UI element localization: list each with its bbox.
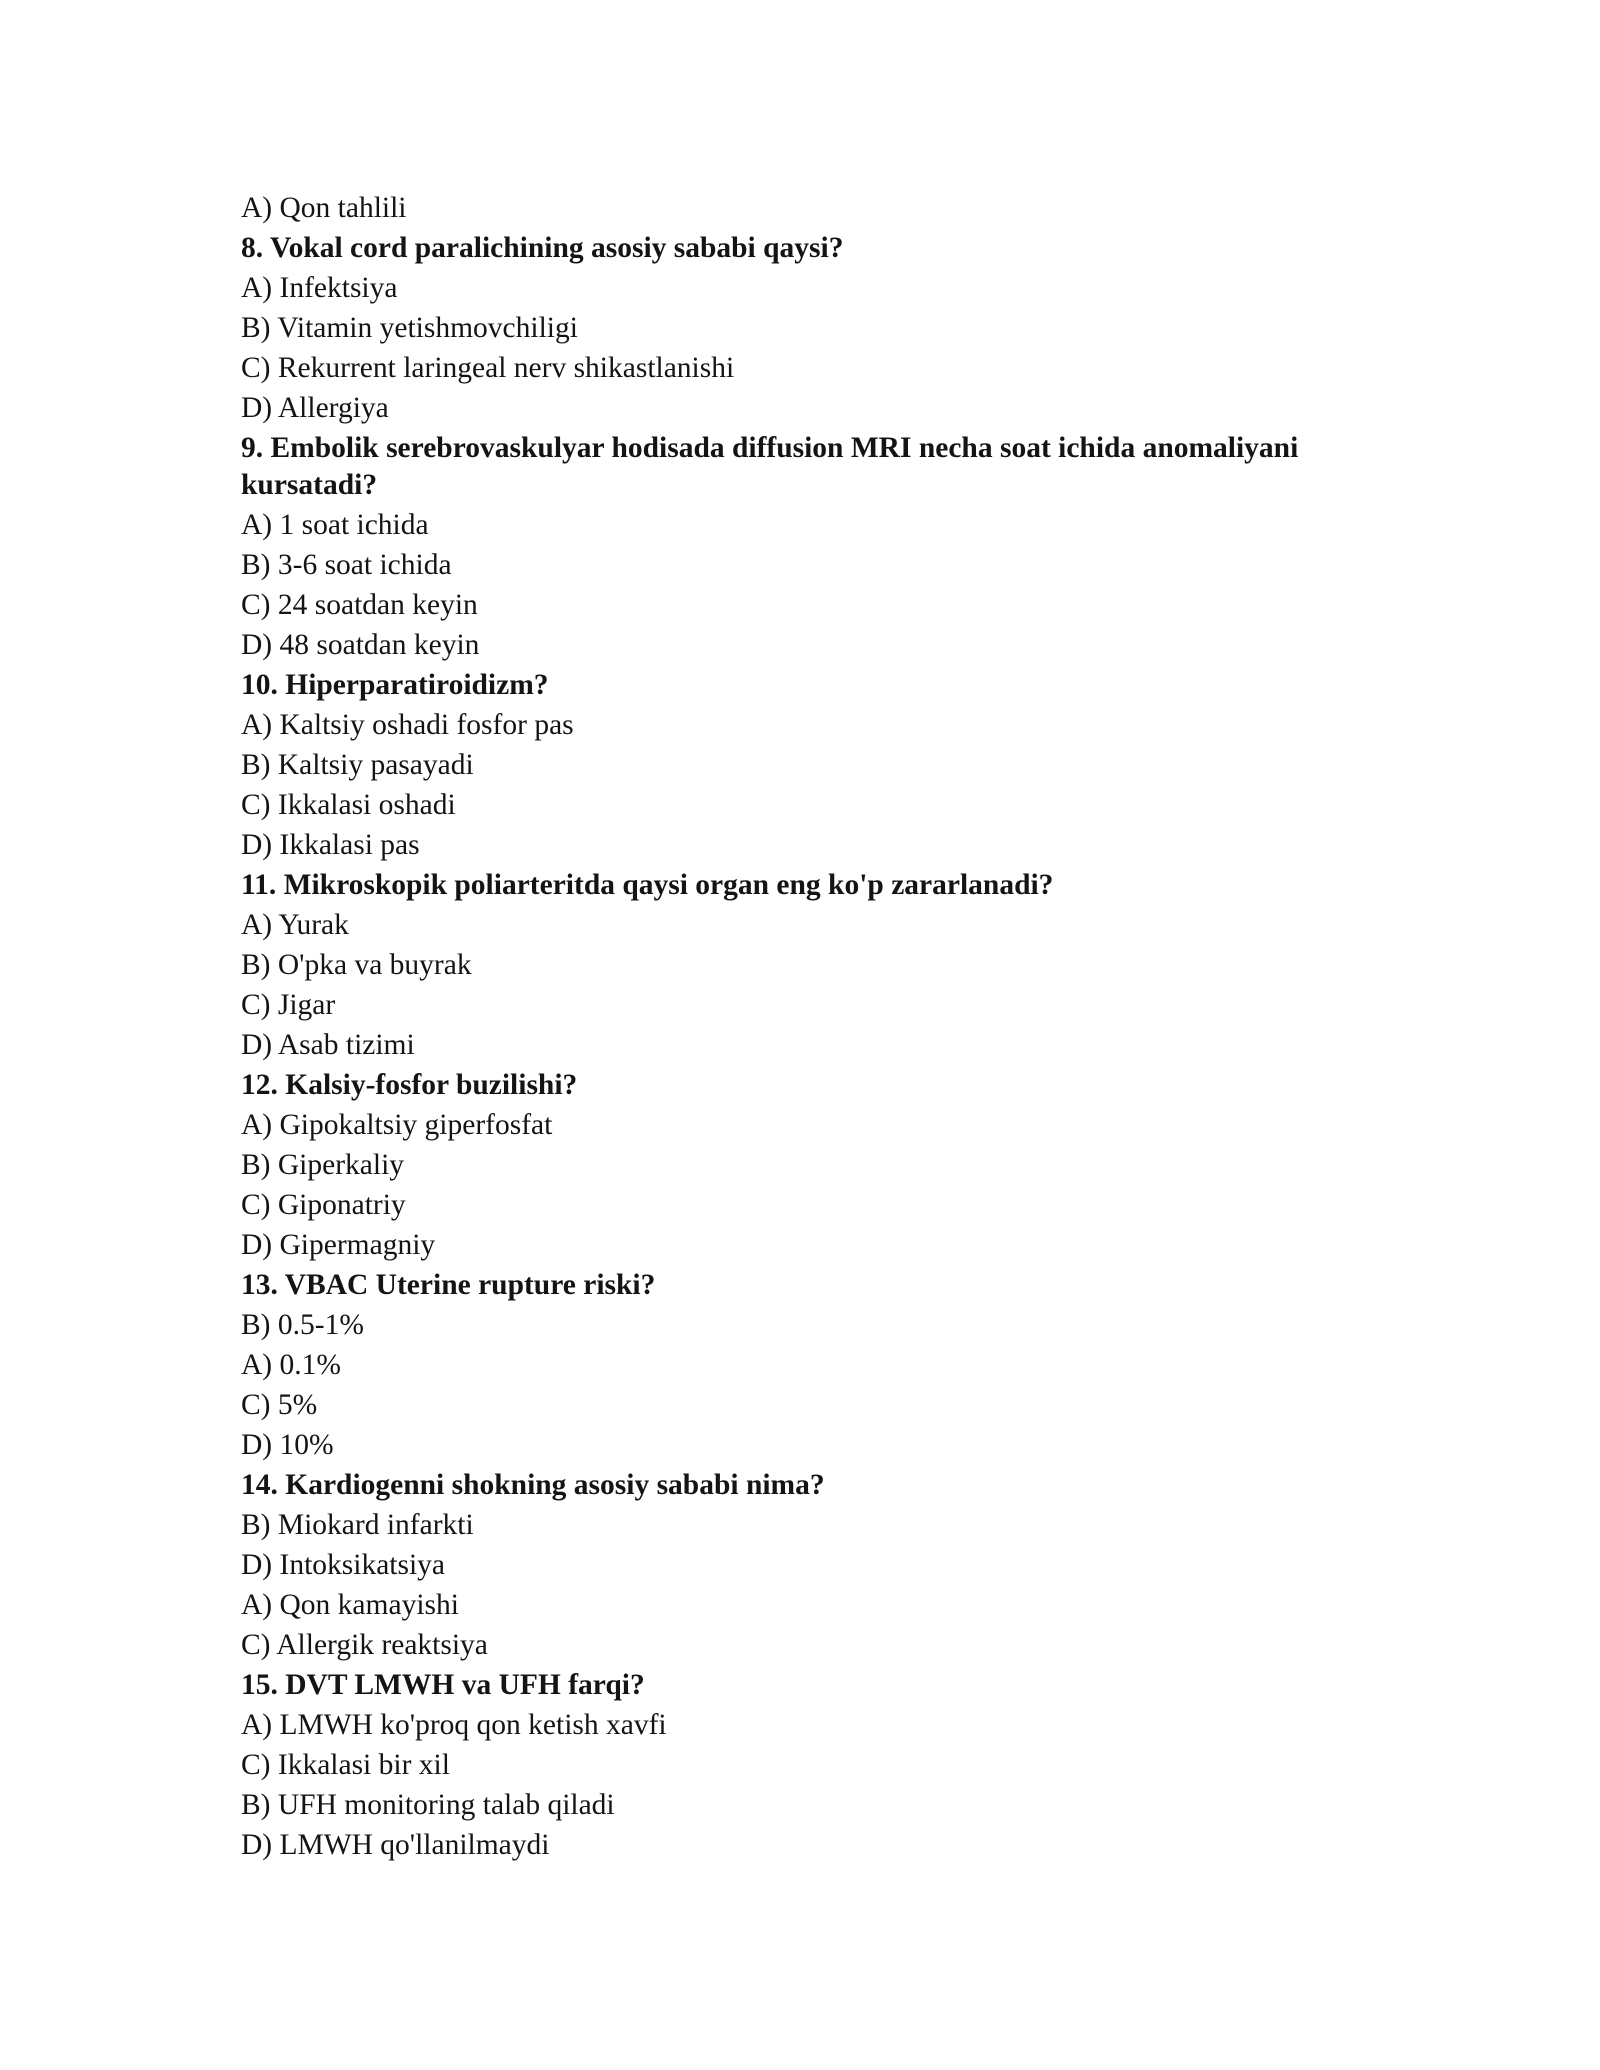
answer-option: A) Qon kamayishi (241, 1588, 459, 1621)
question-block (241, 1267, 1391, 1465)
answer-option: A) Yurak (241, 908, 349, 941)
question-title: 12. Kalsiy-fosfor buzilishi? (241, 1068, 578, 1101)
answer-option: D) Asab tizimi (241, 1028, 415, 1061)
question-title: 9. Embolik serebrovaskulyar hodisada diffusion MRI necha soat ichida anomaliyani kursatadi? (241, 432, 1299, 501)
question-title: 8. Vokal cord paralichining asosiy sababi qaysi? (241, 232, 844, 264)
question-title: 10. Hiperparatiroidizm? (241, 668, 549, 701)
answer-option: B) Giperkaliy (241, 1148, 405, 1181)
answer-option: C) 5% (241, 1388, 318, 1421)
question-block (241, 1467, 1391, 1665)
question-block (241, 1067, 1391, 1265)
answer-option: A) 0.1% (241, 1348, 341, 1381)
answer-option: B) Kaltsiy pasayadi (241, 748, 474, 781)
answer-option: B) UFH monitoring talab qiladi (241, 1788, 615, 1821)
answer-option: A) Kaltsiy oshadi fosfor pas (241, 708, 574, 741)
question-title: 14. Kardiogenni shokning asosiy sababi nima? (241, 1468, 825, 1501)
answer-option: A) Qon tahlili (241, 192, 407, 224)
question-title: 13. VBAC Uterine rupture riski? (241, 1268, 656, 1301)
question-block (241, 867, 1391, 1065)
answer-option: C) Ikkalasi oshadi (241, 788, 456, 821)
answer-option: C) Giponatriy (241, 1188, 406, 1221)
answer-option: D) 10% (241, 1428, 334, 1461)
answer-option: C) Jigar (241, 988, 336, 1021)
answer-option: C) Ikkalasi bir xil (241, 1748, 450, 1781)
answer-option: C) Allergik reaktsiya (241, 1628, 488, 1661)
quiz-content (241, 188, 1391, 1865)
answer-option: A) Infektsiya (241, 272, 398, 304)
answer-option: B) Vitamin yetishmovchiligi (241, 312, 578, 344)
question-block (241, 430, 1391, 665)
answer-option: D) Gipermagniy (241, 1228, 436, 1261)
answer-option: D) LMWH qo'llanilmaydi (241, 1828, 550, 1861)
question-block (241, 1667, 1391, 1865)
answer-option: B) Miokard infarkti (241, 1508, 474, 1541)
answer-option: C) 24 soatdan keyin (241, 588, 478, 621)
answer-option: D) Allergiya (241, 392, 389, 424)
answer-option: A) Gipokaltsiy giperfosfat (241, 1108, 553, 1141)
question-title: 11. Mikroskopik poliarteritda qaysi organ eng ko'p zararlanadi? (241, 868, 1054, 901)
question-block (241, 230, 1391, 428)
question-title: 15. DVT LMWH va UFH farqi? (241, 1668, 645, 1701)
answer-option: A) LMWH ko'proq qon ketish xavfi (241, 1708, 667, 1741)
answer-option: D) Intoksikatsiya (241, 1548, 446, 1581)
answer-option: B) 3-6 soat ichida (241, 548, 452, 581)
question-block (241, 667, 1391, 865)
answer-option: D) 48 soatdan keyin (241, 628, 480, 661)
answer-option: D) Ikkalasi pas (241, 828, 420, 861)
answer-option: A) 1 soat ichida (241, 508, 429, 541)
answer-option: B) 0.5-1% (241, 1308, 364, 1341)
answer-option: B) O'pka va buyrak (241, 948, 472, 981)
answer-option: C) Rekurrent laringeal nerv shikastlanishi (241, 352, 735, 384)
